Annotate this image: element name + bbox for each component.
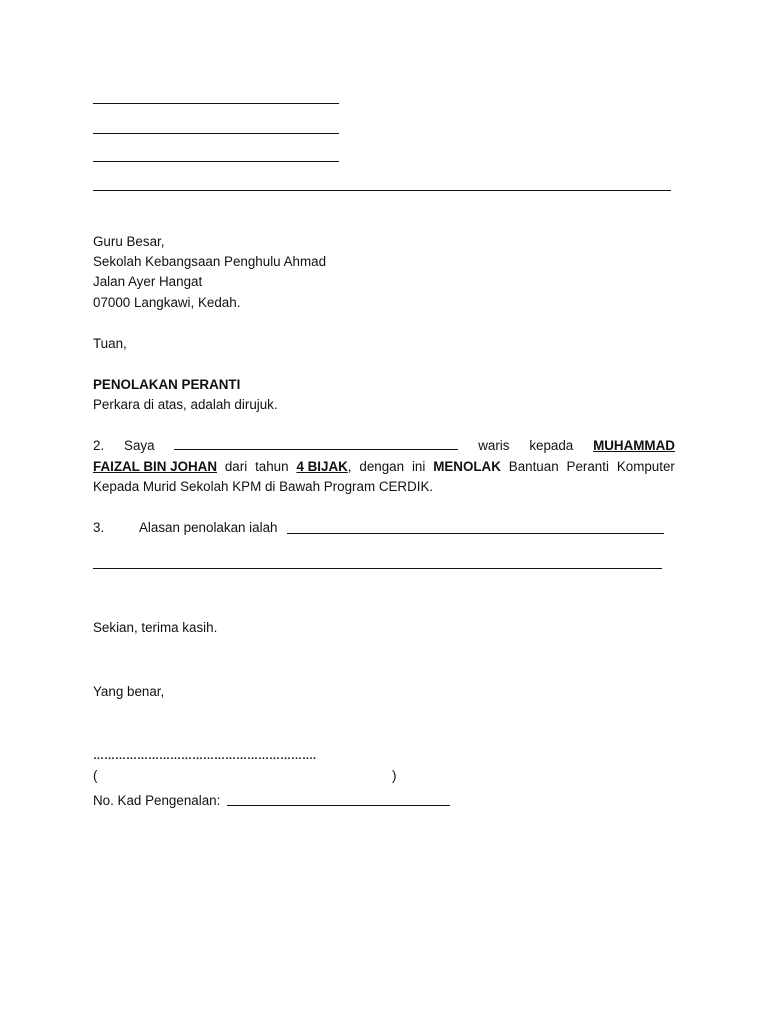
para2-word-kepada: kepada [529, 438, 574, 453]
sender-address-line-1[interactable] [93, 103, 339, 104]
signoff-text: Yang benar, [93, 684, 165, 699]
addressee-street: Jalan Ayer Hangat [93, 274, 203, 289]
addressee-title: Guru Besar, [93, 234, 165, 249]
para2-word-tahun: tahun [255, 459, 289, 474]
sender-address-line-2[interactable] [93, 133, 339, 134]
para2-word-dari: dari [224, 459, 248, 474]
para2-word-peranti: Peranti [566, 459, 609, 474]
sender-address-line-3[interactable] [93, 161, 339, 162]
student-name-part1: MUHAMMAD [593, 438, 675, 453]
reason-blank-line-2[interactable] [93, 568, 662, 569]
addressee-postcode: 07000 Langkawi, Kedah. [93, 295, 241, 310]
para2-line-2 [93, 458, 675, 475]
signature-dotted-line[interactable]: ……………………………………………………. [93, 750, 317, 762]
para2-word-ini: ini [411, 459, 426, 474]
para2-word-dengan: dengan [359, 459, 405, 474]
salutation: Tuan, [93, 336, 127, 351]
signer-name-open-paren: ( [93, 768, 98, 783]
para2-word-bantuan: Bantuan [508, 459, 559, 474]
para2-word-menolak: MENOLAK [433, 459, 501, 474]
para2-line-1 [93, 437, 675, 454]
closing-text: Sekian, terima kasih. [93, 620, 218, 635]
sender-address-line-4[interactable] [93, 190, 671, 191]
student-class: 4 BIJAK, [296, 459, 352, 474]
reason-blank-line-1[interactable] [287, 533, 664, 534]
para3-number: 3. [93, 520, 105, 535]
para2-word-komputer: Komputer [616, 459, 675, 474]
guardian-name-blank[interactable] [174, 437, 458, 450]
para2-line-3: Kepada Murid Sekolah KPM di Bawah Program CERDIK. [93, 479, 434, 494]
para2-word-waris: waris [478, 438, 510, 453]
subject-title: PENOLAKAN PERANTI [93, 377, 241, 392]
para2-number: 2. [93, 438, 105, 453]
ic-number-blank[interactable] [227, 805, 450, 806]
subject-reference: Perkara di atas, adalah dirujuk. [93, 397, 278, 412]
para3-label: Alasan penolakan ialah [139, 520, 278, 535]
addressee-school: Sekolah Kebangsaan Penghulu Ahmad [93, 254, 327, 269]
signer-name-close-paren: ) [392, 768, 397, 783]
student-name-part2: FAIZAL BIN JOHAN [93, 459, 217, 474]
para2-word-saya: Saya [124, 438, 155, 453]
ic-number-label: No. Kad Pengenalan: [93, 793, 221, 808]
